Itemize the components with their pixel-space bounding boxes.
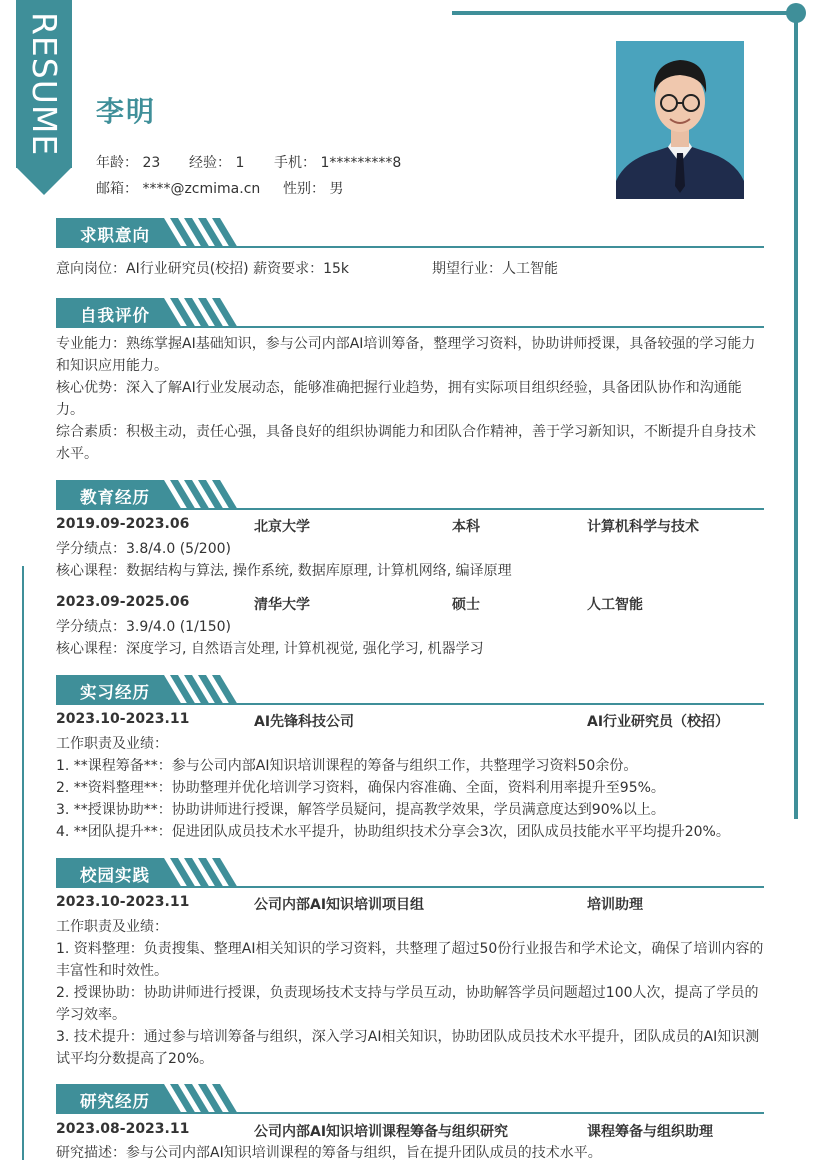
education-school: 清华大学 bbox=[254, 597, 310, 613]
campus-org: 公司内部AI知识培训项目组 bbox=[254, 897, 425, 913]
internship-line: 3. **授课协助**：协助讲师进行授课，解答学员疑问，提高教学效果，学员满意度达到90%以上。 bbox=[56, 802, 665, 818]
education-period: 2019.09-2023.06 bbox=[56, 516, 190, 532]
research-project: 公司内部AI知识培训课程筹备与组织研究 bbox=[254, 1124, 509, 1140]
section-title: 校园实践 bbox=[80, 866, 150, 885]
left-decorative-line bbox=[22, 566, 24, 1160]
section-header-research bbox=[56, 1084, 764, 1114]
stripe-decoration-icon bbox=[156, 298, 266, 328]
self-eval-paragraph: 核心优势：深入了解AI行业发展动态，能够准确把握行业趋势，拥有实际项目组织经验，具备团队协作和沟通能力。 bbox=[56, 380, 742, 418]
campus-role: 培训助理 bbox=[587, 897, 643, 913]
phone-field: 手机： 1*********8 bbox=[274, 155, 402, 171]
campus-header bbox=[56, 894, 766, 914]
education-gpa: 学分绩点：3.9/4.0 (1/150) bbox=[56, 619, 231, 635]
internship-line: 工作职责及业绩： bbox=[56, 736, 168, 752]
campus-line: 工作职责及业绩： bbox=[56, 919, 168, 935]
intent-industry: 期望行业：人工智能 bbox=[432, 261, 558, 277]
education-school: 北京大学 bbox=[254, 519, 310, 535]
campus-period: 2023.10-2023.11 bbox=[56, 894, 190, 910]
internship-company: AI先锋科技公司 bbox=[254, 714, 355, 730]
email-field: 邮箱： ****@zcmima.cn bbox=[96, 181, 261, 197]
education-entry-header bbox=[56, 594, 766, 614]
section-header-education bbox=[56, 480, 764, 510]
candidate-name: 李明 bbox=[96, 95, 157, 128]
banner-tip bbox=[16, 167, 72, 195]
internship-line: 2. **资料整理**：协助整理并优化培训学习资料，确保内容准确、全面，资料利用率提升至95%。 bbox=[56, 780, 665, 796]
internship-line: 1. **课程筹备**：参与公司内部AI知识培训课程的筹备与组织工作，共整理学习资料50余份。 bbox=[56, 758, 638, 774]
intent-position-salary: 意向岗位：AI行业研究员(校招) 薪资要求：15k bbox=[56, 261, 350, 277]
education-degree: 本科 bbox=[452, 519, 480, 535]
education-gpa: 学分绩点：3.8/4.0 (5/200) bbox=[56, 541, 231, 557]
section-title: 教育经历 bbox=[80, 488, 150, 507]
section-title: 研究经历 bbox=[80, 1092, 150, 1111]
research-header bbox=[56, 1121, 766, 1141]
research-description: 研究描述：参与公司内部AI知识培训课程的筹备与组织，旨在提升团队成员的技术水平。 bbox=[56, 1145, 602, 1160]
education-courses: 核心课程：数据结构与算法, 操作系统, 数据库原理, 计算机网络, 编译原理 bbox=[56, 563, 512, 579]
education-period: 2023.09-2025.06 bbox=[56, 594, 190, 610]
experience-field: 经验： 1 bbox=[189, 155, 245, 171]
section-header-self-eval bbox=[56, 298, 764, 328]
resume-banner bbox=[16, 0, 72, 195]
education-major: 人工智能 bbox=[587, 597, 643, 613]
campus-line: 3. 技术提升：通过参与培训筹备与组织，深入学习AI相关知识，协助团队成员技术水平提升，团队成员的AI知识测试平均分数提高了20%。 bbox=[56, 1029, 760, 1067]
internship-role: AI行业研究员（校招） bbox=[587, 714, 730, 730]
education-courses: 核心课程：深度学习, 自然语言处理, 计算机视觉, 强化学习, 机器学习 bbox=[56, 641, 484, 657]
section-header-internship bbox=[56, 675, 764, 705]
right-decorative-line bbox=[794, 14, 798, 819]
self-eval-paragraph: 综合素质：积极主动，责任心强，具备良好的组织协调能力和团队合作精神，善于学习新知识，不断提升自身技术水平。 bbox=[56, 424, 756, 462]
campus-line: 1. 资料整理：负责搜集、整理AI相关知识的学习资料，共整理了超过50份行业报告和学术论文，确保了培训内容的丰富性和时效性。 bbox=[56, 941, 764, 979]
stripe-decoration-icon bbox=[156, 858, 266, 888]
education-degree: 硕士 bbox=[452, 597, 480, 613]
internship-period: 2023.10-2023.11 bbox=[56, 711, 190, 727]
section-header-campus bbox=[56, 858, 764, 888]
section-title: 求职意向 bbox=[80, 226, 150, 245]
internship-header bbox=[56, 711, 766, 731]
stripe-decoration-icon bbox=[156, 1084, 266, 1114]
top-decorative-line bbox=[452, 11, 796, 15]
stripe-decoration-icon bbox=[156, 218, 266, 248]
stripe-decoration-icon bbox=[156, 480, 266, 510]
section-header-intent bbox=[56, 218, 764, 248]
age-field: 年龄： 23 bbox=[96, 155, 161, 171]
research-role: 课程筹备与组织助理 bbox=[587, 1124, 713, 1140]
campus-line: 2. 授课协助：协助讲师进行授课，负责现场技术支持与学员互动，协助解答学员问题超过100人次，提高了学员的学习效率。 bbox=[56, 985, 759, 1023]
research-period: 2023.08-2023.11 bbox=[56, 1121, 190, 1137]
resume-banner-text: RESUME bbox=[25, 12, 64, 157]
stripe-decoration-icon bbox=[156, 675, 266, 705]
section-title: 自我评价 bbox=[80, 306, 150, 325]
education-major: 计算机科学与技术 bbox=[587, 519, 699, 535]
self-eval-paragraph: 专业能力：熟练掌握AI基础知识，参与公司内部AI培训筹备，整理学习资料，协助讲师授课，具备较强的学习能力和知识应用能力。 bbox=[56, 336, 756, 374]
internship-line: 4. **团队提升**：促进团队成员技术水平提升，协助组织技术分享会3次，团队成员技能水平平均提升20%。 bbox=[56, 824, 730, 840]
profile-photo bbox=[616, 41, 744, 199]
education-entry-header bbox=[56, 516, 766, 536]
section-title: 实习经历 bbox=[80, 683, 150, 702]
gender-field: 性别： 男 bbox=[283, 181, 344, 197]
